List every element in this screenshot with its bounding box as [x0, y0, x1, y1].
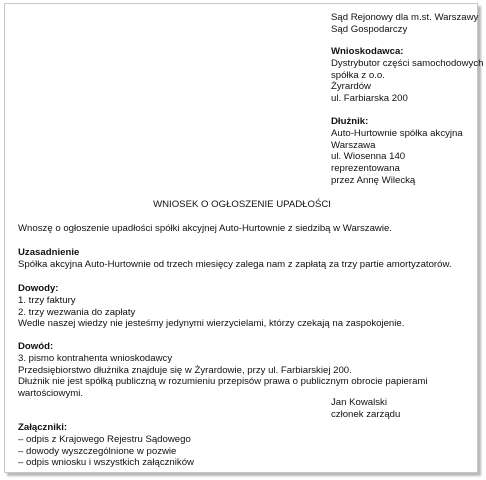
evidence-heading: Dowody: [18, 283, 59, 294]
attachments-section [18, 422, 473, 469]
evidence-item: 2. trzy wezwania do zapłaty [18, 306, 136, 318]
applicant-line: Żyrardów [331, 81, 371, 93]
debtor-line: Auto-Hurtownie spółka akcyjna [331, 127, 463, 139]
court-address-block [331, 12, 481, 36]
document-title: WNIOSEK O OGŁOSZENIE UPADŁOŚCI [153, 199, 331, 210]
applicant-line: spółka z o.o. [331, 69, 385, 81]
debtor-heading: Dłużnik: [331, 116, 369, 127]
document-page [4, 3, 484, 473]
attachment-item: – dowody wyszczególnione w pozwie [18, 445, 177, 457]
proof-item: 3. pismo kontrahenta wnioskodawcy [18, 352, 173, 364]
attachment-item: – odpis z Krajowego Rejestru Sądowego [18, 433, 191, 445]
debtor-block [331, 116, 481, 187]
court-division: Sąd Gospodarczy [331, 23, 408, 35]
evidence-section [18, 283, 473, 330]
debtor-line: reprezentowana [331, 163, 400, 175]
applicant-heading: Wnioskodawca: [331, 46, 404, 57]
justification-section [18, 247, 473, 271]
proof-text: wartościowymi. [18, 388, 84, 400]
proof-section [18, 341, 473, 400]
signature-block [331, 397, 400, 421]
applicant-line: ul. Farbiarska 200 [331, 93, 408, 105]
attachments-heading: Załączniki: [18, 422, 68, 433]
debtor-line: Warszawa [331, 139, 376, 151]
justification-text: Spółka akcyjna Auto-Hurtownie od trzech miesięcy zalega nam z zapłatą za trzy partie amortyzatorów. [18, 258, 452, 270]
debtor-line: ul. Wiosenna 140 [331, 151, 406, 163]
debtor-line: przez Annę Wilecką [331, 174, 416, 186]
signatory-role: członek zarządu [331, 408, 401, 420]
intro-paragraph [18, 223, 473, 235]
proof-heading: Dowód: [18, 341, 54, 352]
attachment-item: – odpis wniosku i wszystkich załączników [18, 457, 194, 469]
justification-heading: Uzasadnienie [18, 247, 80, 258]
applicant-block [331, 46, 484, 105]
evidence-note: Wedle naszej wiedzy nie jesteśmy jedynymi wierzycielami, którzy czekają na zaspokojenie. [18, 318, 405, 330]
applicant-line: Dystrybutor części samochodowych [331, 57, 484, 69]
court-name: Sąd Rejonowy dla m.st. Warszawy [331, 12, 479, 23]
proof-text: Dłużnik nie jest spółką publiczną w rozumieniu przepisów prawa o publicznym obrocie papierami [18, 376, 428, 388]
proof-text: Przedsiębiorstwo dłużnika znajduje się w Żyrardowie, przy ul. Farbiarskiej 200. [18, 364, 352, 376]
intro-text: Wnoszę o ogłoszenie upadłości spółki akcyjnej Auto-Hurtownie z siedzibą w Warszawie. [18, 223, 392, 234]
signatory-name: Jan Kowalski [331, 397, 387, 408]
evidence-item: 1. trzy faktury [18, 294, 76, 306]
